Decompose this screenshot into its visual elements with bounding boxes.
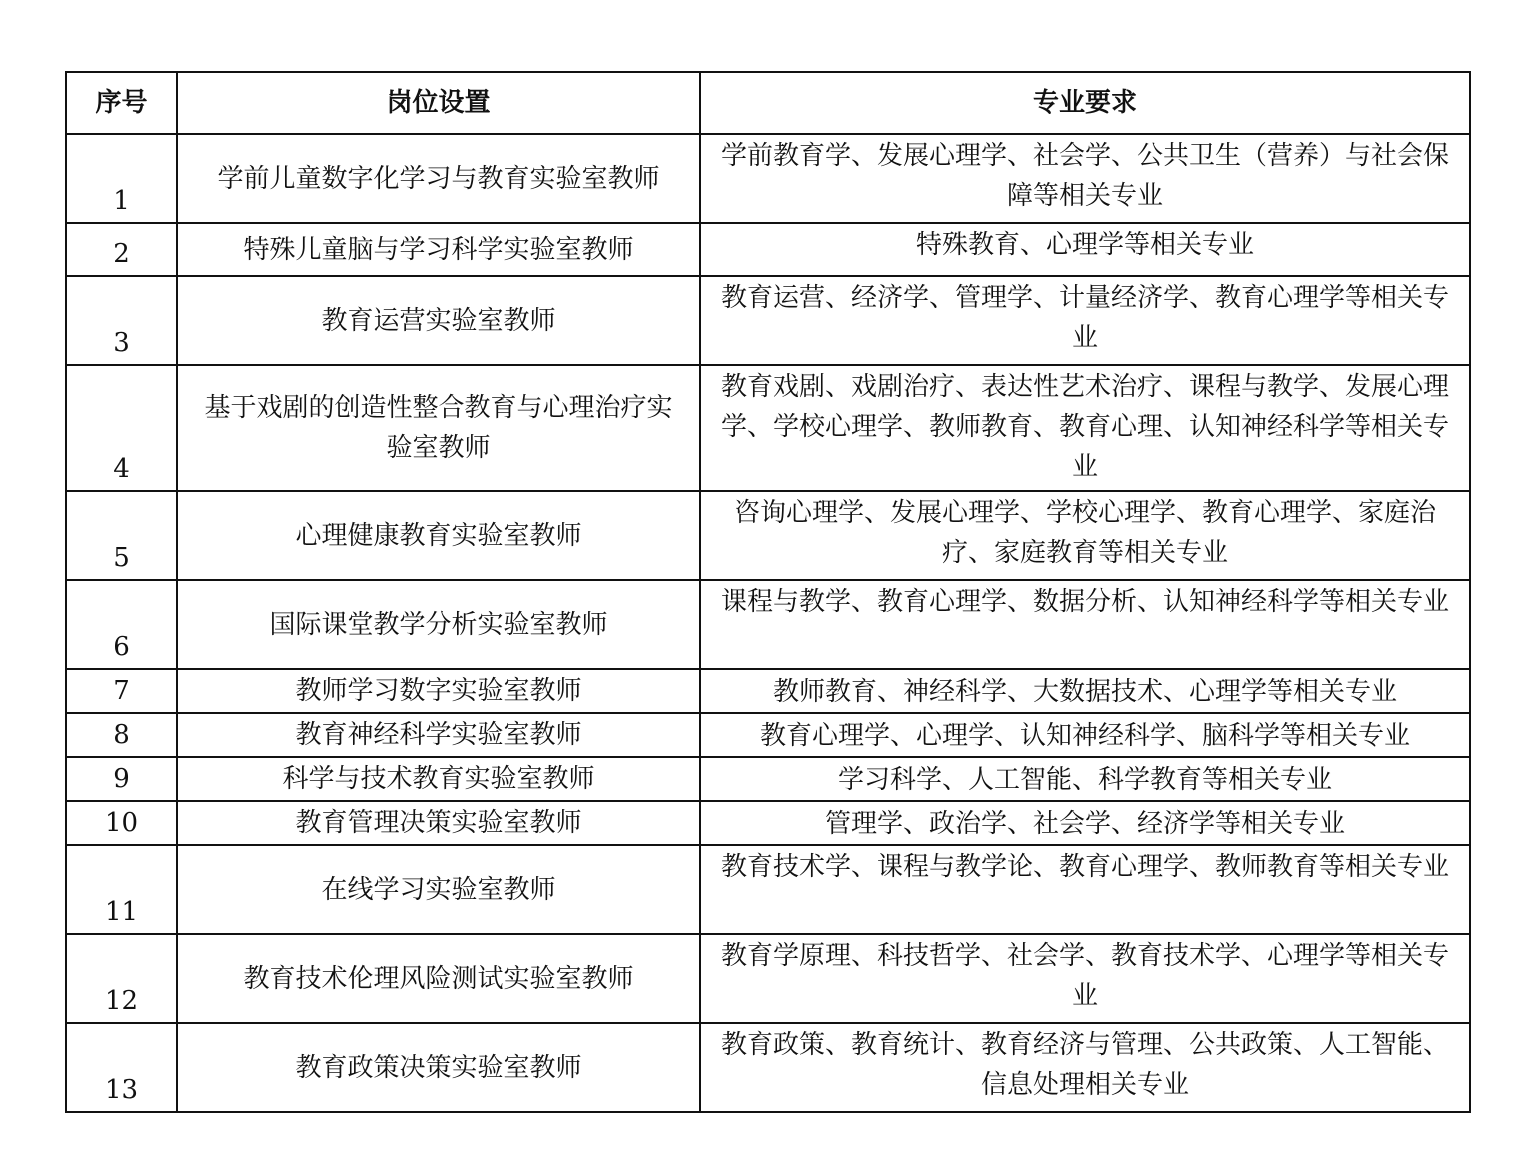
row-major: 咨询心理学、发展心理学、学校心理学、教育心理学、家庭治疗、家庭教育等相关专业 xyxy=(700,491,1470,580)
row-position: 基于戏剧的创造性整合教育与心理治疗实验室教师 xyxy=(177,365,700,491)
table-row xyxy=(66,801,1470,845)
row-no: 6 xyxy=(66,580,177,669)
row-position: 科学与技术教育实验室教师 xyxy=(177,757,700,801)
row-major: 教育技术学、课程与教学论、教育心理学、教师教育等相关专业 xyxy=(700,845,1470,934)
row-position: 教育管理决策实验室教师 xyxy=(177,801,700,845)
table-row xyxy=(66,1023,1470,1112)
row-no: 4 xyxy=(66,365,177,491)
row-major: 教师教育、神经科学、大数据技术、心理学等相关专业 xyxy=(700,669,1470,713)
row-major: 特殊教育、心理学等相关专业 xyxy=(700,223,1470,276)
table-row xyxy=(66,134,1470,223)
table-row xyxy=(66,580,1470,669)
row-no: 5 xyxy=(66,491,177,580)
row-position: 学前儿童数字化学习与教育实验室教师 xyxy=(177,134,700,223)
row-major: 教育学原理、科技哲学、社会学、教育技术学、心理学等相关专业 xyxy=(700,934,1470,1023)
row-major: 教育运营、经济学、管理学、计量经济学、教育心理学等相关专业 xyxy=(700,276,1470,365)
positions-table xyxy=(65,71,1471,1113)
row-major: 教育心理学、心理学、认知神经科学、脑科学等相关专业 xyxy=(700,713,1470,757)
row-no: 9 xyxy=(66,757,177,801)
row-no: 11 xyxy=(66,845,177,934)
header-no: 序号 xyxy=(66,72,177,134)
table-row xyxy=(66,365,1470,491)
row-no: 7 xyxy=(66,669,177,713)
row-major: 课程与教学、教育心理学、数据分析、认知神经科学等相关专业 xyxy=(700,580,1470,669)
row-major: 管理学、政治学、社会学、经济学等相关专业 xyxy=(700,801,1470,845)
table-row xyxy=(66,845,1470,934)
row-major: 教育戏剧、戏剧治疗、表达性艺术治疗、课程与教学、发展心理学、学校心理学、教师教育、教育心理、认知神经科学等相关专业 xyxy=(700,365,1470,491)
row-position: 心理健康教育实验室教师 xyxy=(177,491,700,580)
row-major: 学习科学、人工智能、科学教育等相关专业 xyxy=(700,757,1470,801)
row-position: 教育运营实验室教师 xyxy=(177,276,700,365)
row-major: 教育政策、教育统计、教育经济与管理、公共政策、人工智能、信息处理相关专业 xyxy=(700,1023,1470,1112)
row-position: 教育政策决策实验室教师 xyxy=(177,1023,700,1112)
table-row xyxy=(66,491,1470,580)
row-position: 在线学习实验室教师 xyxy=(177,845,700,934)
row-no: 1 xyxy=(66,134,177,223)
header-position: 岗位设置 xyxy=(177,72,700,134)
row-major: 学前教育学、发展心理学、社会学、公共卫生（营养）与社会保障等相关专业 xyxy=(700,134,1470,223)
table-row xyxy=(66,713,1470,757)
row-position: 教育技术伦理风险测试实验室教师 xyxy=(177,934,700,1023)
table-header-row xyxy=(66,72,1470,134)
header-major: 专业要求 xyxy=(700,72,1470,134)
row-position: 教师学习数字实验室教师 xyxy=(177,669,700,713)
table-row xyxy=(66,223,1470,276)
row-no: 8 xyxy=(66,713,177,757)
table-row xyxy=(66,276,1470,365)
row-no: 3 xyxy=(66,276,177,365)
table-row xyxy=(66,757,1470,801)
row-position: 国际课堂教学分析实验室教师 xyxy=(177,580,700,669)
row-no: 10 xyxy=(66,801,177,845)
row-no: 2 xyxy=(66,223,177,276)
row-position: 教育神经科学实验室教师 xyxy=(177,713,700,757)
row-no: 13 xyxy=(66,1023,177,1112)
row-no: 12 xyxy=(66,934,177,1023)
table-row xyxy=(66,669,1470,713)
row-position: 特殊儿童脑与学习科学实验室教师 xyxy=(177,223,700,276)
table-row xyxy=(66,934,1470,1023)
